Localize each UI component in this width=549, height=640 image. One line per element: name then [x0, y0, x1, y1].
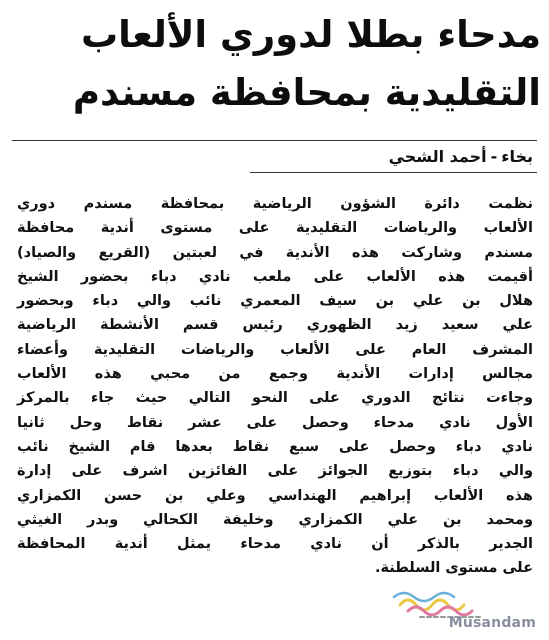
byline-underline: [250, 172, 537, 173]
body-line: الألعاب والرياضات التقليدية على مستوى أندية محافظة: [17, 220, 533, 237]
body-line: نظمت دائرة الشؤون الرياضية بمحافظة مسندم دوري: [17, 196, 533, 212]
watermark-text: Musandam: [448, 615, 536, 631]
body-line: والي دباء بتوزيع الجوائز على الفائزين اشرف على إدارة: [17, 463, 533, 480]
headline: [11, 6, 541, 122]
article-body: [17, 192, 533, 581]
headline-line-1: مدحاء بطلا لدوري الألعاب: [81, 13, 541, 56]
body-line: المشرف العام على الألعاب والرياضات التقليدية وأعضاء: [17, 341, 533, 358]
byline-place: بخاء: [501, 147, 533, 166]
body-line: الأول نادي مدحاء وحصل على عشر نقاط وحل ثانيا: [17, 414, 533, 431]
body-line: هلال بن علي بن سيف المعمري نائب والي دباء وبحضور: [17, 293, 533, 310]
body-line: أقيمت هذه الألعاب على ملعب نادي دباء بحضور الشيخ: [17, 268, 533, 285]
body-line: هذه الألعاب إبراهيم الهنداسي وعلي بن حسن الكمزاري: [17, 487, 533, 504]
body-line: مسندم وشاركت هذه الأندية في لعبتين (القريع والصياد): [17, 244, 533, 261]
byline-separator: -: [490, 147, 498, 166]
body-line: علي سعيد زيد الظهوري رئيس قسم الأنشطة الرياضية: [17, 317, 533, 334]
body-line: الجدير بالذكر أن نادي مدحاء يمثل أندية المحافظة: [17, 536, 533, 553]
body-line: ومحمد بن علي الكمزاري وخليفة الكحالي وبدر الغيثي: [17, 511, 533, 528]
byline: [389, 146, 533, 168]
headline-line-2: التقليدية بمحافظة مسندم: [72, 71, 541, 114]
byline-author: أحمد الشحي: [388, 147, 487, 166]
watermark: [390, 585, 540, 635]
body-line: نادي دباء وحصل على سبع نقاط بعدها قام الشيخ نائب: [17, 438, 533, 455]
body-line: وجاءت نتائج الدوري على النحو التالي حيث جاء بالمركز: [17, 390, 533, 407]
byline-top-rule: [12, 140, 537, 141]
body-line: مجالس إدارات الأندية وجمع من محبي هذه الألعاب: [17, 366, 533, 383]
body-line: على مستوى السلطنة.: [374, 560, 533, 577]
